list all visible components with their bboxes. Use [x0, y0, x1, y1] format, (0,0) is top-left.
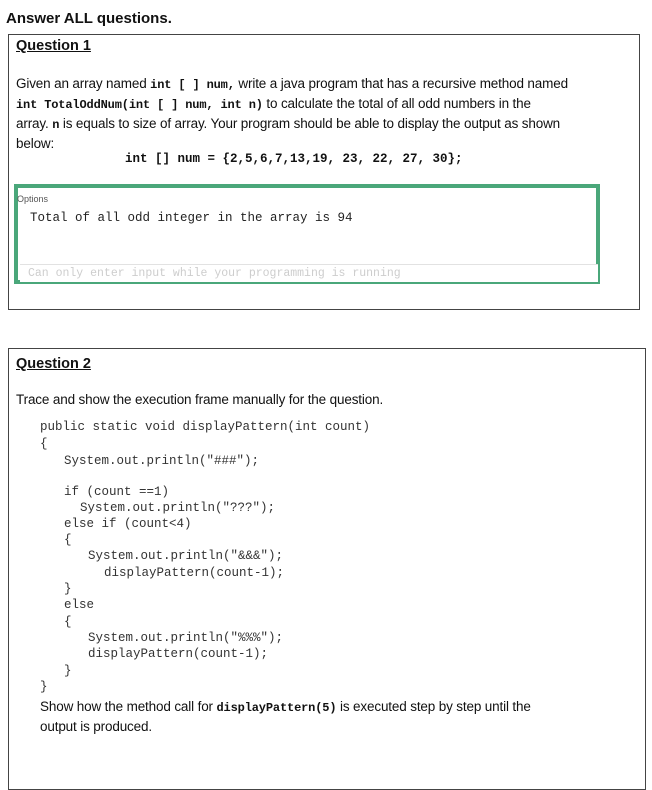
page-heading: Answer ALL questions. [6, 10, 172, 27]
question-2-outro-line-2: output is produced. [40, 719, 152, 734]
question-1-line-1 [16, 74, 568, 95]
code-line: { [64, 533, 72, 547]
code-line: } [40, 680, 48, 694]
text: is executed step by step until the [336, 699, 531, 714]
code-inline: n [52, 118, 60, 132]
console-options-label: Options [17, 194, 49, 204]
question-1-title: Question 1 [16, 38, 91, 54]
code-line: } [64, 664, 72, 678]
code-line: if (count ==1) [64, 485, 170, 499]
console-input[interactable]: Can only enter input while your programming is running [20, 264, 598, 282]
question-2-intro: Trace and show the execution frame manually for the question. [16, 392, 384, 407]
question-2-title: Question 2 [16, 356, 91, 372]
code-line: } [64, 582, 72, 596]
text: to calculate the total of all odd numbers in the [262, 96, 531, 111]
question-1-line-2 [16, 94, 531, 115]
array-declaration: int [] num = {2,5,6,7,13,19, 23, 22, 27, 30}; [125, 152, 463, 166]
text: write a java program that has a recursive method named [234, 76, 568, 91]
question-2-outro-line-1 [40, 697, 531, 718]
code-line: System.out.println("&&&"); [88, 549, 284, 563]
text: Given an array named [16, 76, 151, 91]
code-line: public static void displayPattern(int count) [40, 420, 371, 434]
code-line: displayPattern(count-1); [88, 647, 269, 661]
text: is equals to size of array. Your program should be able to display the output as shown [59, 116, 561, 131]
question-1-line-4: below: [16, 136, 55, 151]
code-line: { [40, 437, 48, 451]
text: Show how the method call for [40, 699, 217, 714]
code-line: { [64, 615, 72, 629]
code-line: displayPattern(count-1); [104, 566, 285, 580]
method-call: displayPattern(5) [216, 701, 337, 715]
console-output: Total of all odd integer in the array is 94 [30, 211, 353, 225]
code-line: else [64, 598, 95, 612]
code-line: System.out.println("???"); [80, 501, 276, 515]
code-line: System.out.println("###"); [64, 454, 260, 468]
code-inline: int [ ] num, [150, 78, 235, 92]
method-signature: int TotalOddNum(int [ ] num, int n) [16, 98, 263, 112]
text: array. [16, 116, 53, 131]
code-line: else if (count<4) [64, 517, 192, 531]
code-line: System.out.println("%%%"); [88, 631, 284, 645]
question-1-line-3 [16, 114, 560, 135]
